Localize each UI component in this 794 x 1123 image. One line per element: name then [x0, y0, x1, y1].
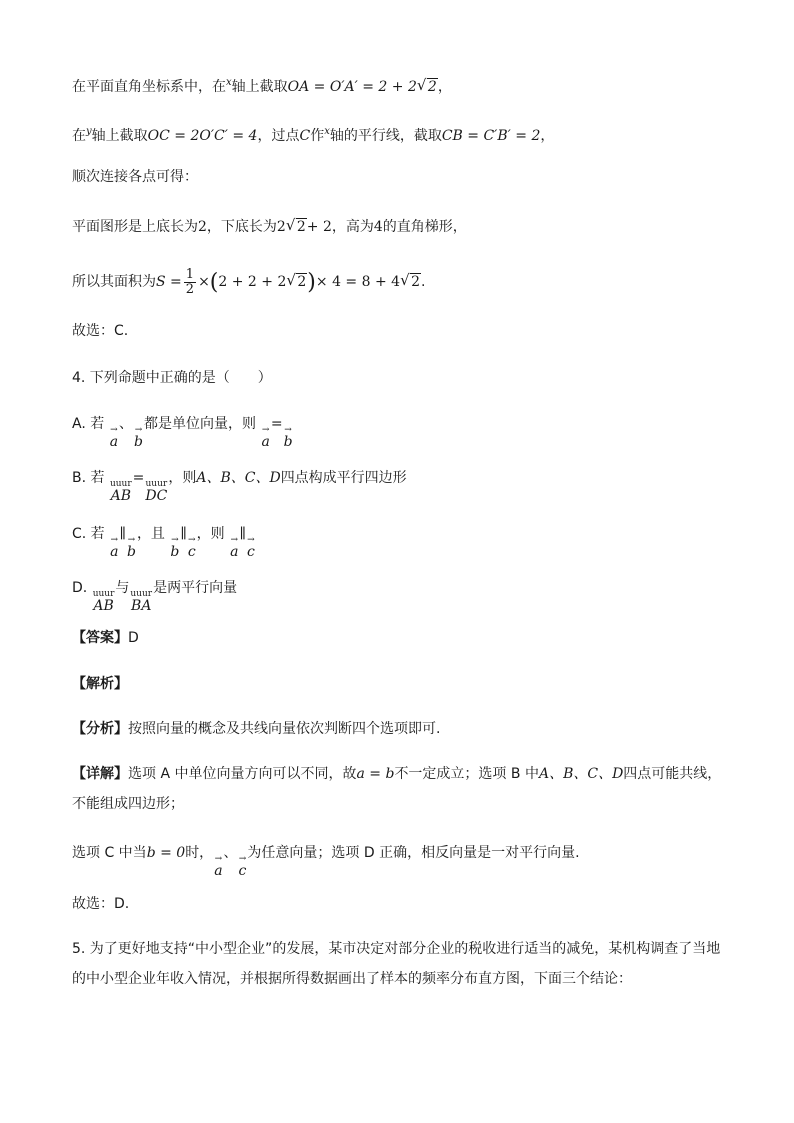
final-choice-line: 故选：D.	[72, 896, 130, 912]
detail-line-1: 【详解】选项 A 中单位向量方向可以不同，故a = b不一定成立；选项 B 中A、B、C、D四点可能共线，	[72, 766, 722, 782]
analysis-summary: 【分析】按照向量的概念及共线向量依次判断四个选项即可.	[72, 721, 441, 737]
math-oc: OC = 2O′C′ = 4	[147, 128, 258, 144]
vector-ab: uuur AB	[92, 589, 115, 614]
sqrt-symbol: √ 2	[287, 217, 307, 237]
option-a: A. 若 → a 、 → b 都是单位向量，则 → a = → b	[72, 416, 293, 450]
solution-line-3: 顺次连接各点可得：	[72, 169, 198, 185]
vector-c: → c	[246, 535, 255, 560]
option-d: D. uuur AB 与 uuur BA 是两平行向量	[72, 580, 238, 614]
vector-b: → b	[283, 425, 293, 450]
fraction: $\frac{1}{2}$	[185, 266, 195, 297]
sqrt-symbol: √ 2	[418, 77, 438, 97]
sqrt-symbol: √ 2	[401, 267, 421, 297]
vector-a: → a	[109, 425, 119, 450]
vector-a: → a	[261, 425, 270, 450]
question-5-line-2: 的中小型企业年收入情况，并根据所得数据画出了样本的频率分布直方图，下面三个结论：	[72, 971, 632, 987]
answer-choice-line: 故选：C.	[72, 323, 129, 339]
vector-b: → b	[134, 425, 144, 450]
answer-line	[72, 628, 139, 648]
math-cb: CB = C′B′ = 2	[441, 128, 541, 144]
solution-line-1: 在平面直角坐标系中，在$^x$轴上截取OA = O′A′ = 2 + 2√ 2，	[72, 73, 452, 97]
vector-a: → a	[230, 535, 239, 560]
option-c: C. 若 → a ∥ → b ，且 → b ∥ → c ，则 → a ∥ → c	[72, 526, 255, 560]
vector-c: → c	[238, 854, 247, 879]
option-b: B. 若 uuur AB = uuur DC ，则A、B、C、D四点构成平行四边形	[72, 470, 407, 504]
math-oa: OA = O′A′ = 2 + 2	[287, 79, 417, 95]
vector-ab: uuur AB	[109, 479, 132, 504]
vector-b: → b	[126, 535, 136, 560]
sqrt-symbol: √ 2	[287, 267, 307, 297]
solution-line-5: 所以其面积为S = $\frac{1}{2}$ ×(2 + 2 + 2√ 2)× 4 = 8 + 4√ 2.	[72, 267, 425, 298]
vector-b: → b	[170, 535, 180, 560]
solution-line-2: 在$^y$轴上截取OC = 2O′C′ = 4，过点C作$^x$轴的平行线，截取CB = C′B′ = 2，	[72, 126, 555, 144]
solution-line-4: 平面图形是上底长为2，下底长为2√ 2+ 2，高为4的直角梯形，	[72, 217, 467, 237]
question-5-line-1: 5. 为了更好地支持“中小型企业”的发展，某市决定对部分企业的税收进行适当的减免，某机构调查了当地	[72, 941, 721, 957]
vector-dc: uuur DC	[145, 479, 168, 504]
vector-a: → a	[110, 535, 119, 560]
analysis-heading: 【解析】	[72, 676, 128, 692]
detail-line-2: 不能组成四边形；	[72, 796, 184, 812]
answer-value: D	[128, 630, 139, 646]
vector-c: → c	[187, 535, 196, 560]
detail-line-3: 选项 C 中当b = 0时， → a 、 → c 为任意向量；选项 D 正确，相反向量是一对平行向量.	[72, 845, 580, 879]
vector-a: → a	[214, 854, 223, 879]
answer-tag: 【答案】	[72, 630, 128, 646]
vector-ba: uuur BA	[130, 589, 153, 614]
question-4-stem: 4. 下列命题中正确的是（ ）	[72, 370, 272, 386]
